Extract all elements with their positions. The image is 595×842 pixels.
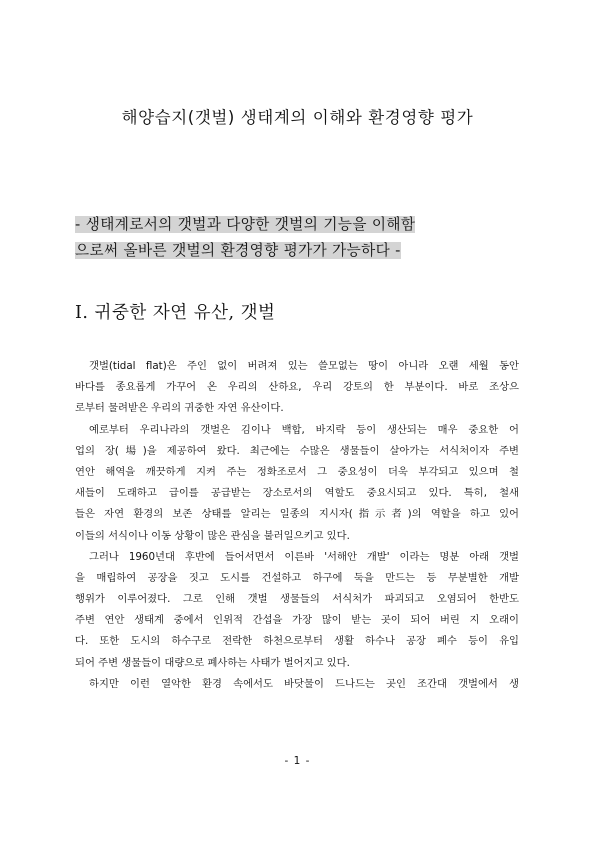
document-title: 해양습지(갯벌) 생태계의 이해와 환경영향 평가 (121, 108, 474, 127)
paragraph-line: 되어 주변 생물들이 대량으로 폐사하는 사태가 벌어지고 있다. (75, 656, 350, 669)
paragraph-line: 연안 해역을 깨끗하게 지켜 주는 정화조로서 그 중요성이 더욱 부각되고 있으며 철 (75, 465, 519, 478)
paragraph-line: 들은 자연 환경의 보존 상태를 알리는 일종의 지시자(指示者)의 역할을 하고 있어 (75, 508, 519, 521)
subtitle-line-1 (75, 212, 505, 236)
paragraph-line: 업의 장(場)을 제공하여 왔다. 최근에는 수많은 생물들이 살아가는 서식처이자 주변 (75, 444, 519, 457)
paragraph-line: 바다를 종요롭게 가꾸어 온 우리의 산하요, 우리 강토의 한 부분이다. 바로 조상으 (75, 381, 519, 394)
page-number: - 1 - (284, 755, 311, 767)
document-subtitle (75, 212, 505, 264)
paragraph-line: 을 매립하여 공장을 짓고 도시를 건설하고 하구에 둑을 만드는 등 무분별한 개발 (75, 571, 519, 584)
paragraph-line: 이들의 서식이나 이동 상황이 많은 관심을 불러일으키고 있다. (75, 529, 350, 542)
paragraph-line: 그러나 1960년대 후반에 들어서면서 이른바 '서해안 개발' 이라는 명분 아래 갯벌 (89, 550, 519, 563)
section-heading: Ⅰ. 귀중한 자연 유산, 갯벌 (75, 303, 276, 323)
subtitle-text-1: - 생태계로서의 갯벌과 다양한 갯벌의 기능을 이해함 (75, 216, 416, 233)
paragraph-line: 예로부터 우리나라의 갯벌은 김이나 백합, 바지락 등이 생산되는 매우 중요한 어 (89, 423, 519, 436)
paragraph-line: 주변 연안 생태계 중에서 인위적 간섭을 가장 많이 받는 곳이 되어 버린 지 오래이 (75, 614, 519, 627)
body-text (75, 356, 519, 695)
paragraph-line: 다. 또한 도시의 하수구로 전락한 하천으로부터 생활 하수나 공장 폐수 등이 유입 (75, 635, 519, 648)
paragraph-line: 새들이 도래하고 급이를 공급받는 장소로서의 역할도 중요시되고 있다. 특히, 철새 (75, 487, 519, 500)
subtitle-line-2 (75, 238, 505, 262)
paragraph-line: 갯벌(tidal flat)은 주인 없이 버려져 있는 쓸모없는 땅이 아니라 오랜 세월 동안 (89, 360, 519, 372)
paragraph-line: 하지만 이런 열악한 환경 속에서도 바닷물이 드나드는 곳인 조간대 갯벌에서 생 (89, 677, 519, 690)
paragraph-line: 로부터 물려받은 우리의 귀중한 자연 유산이다. (75, 402, 284, 415)
paragraph-line: 행위가 이루어졌다. 그로 인해 갯벌 생물들의 서식처가 파괴되고 오염되어 한반도 (75, 593, 519, 606)
subtitle-text-2: 으로써 올바른 갯벌의 환경영향 평가가 가능하다 - (75, 242, 401, 259)
